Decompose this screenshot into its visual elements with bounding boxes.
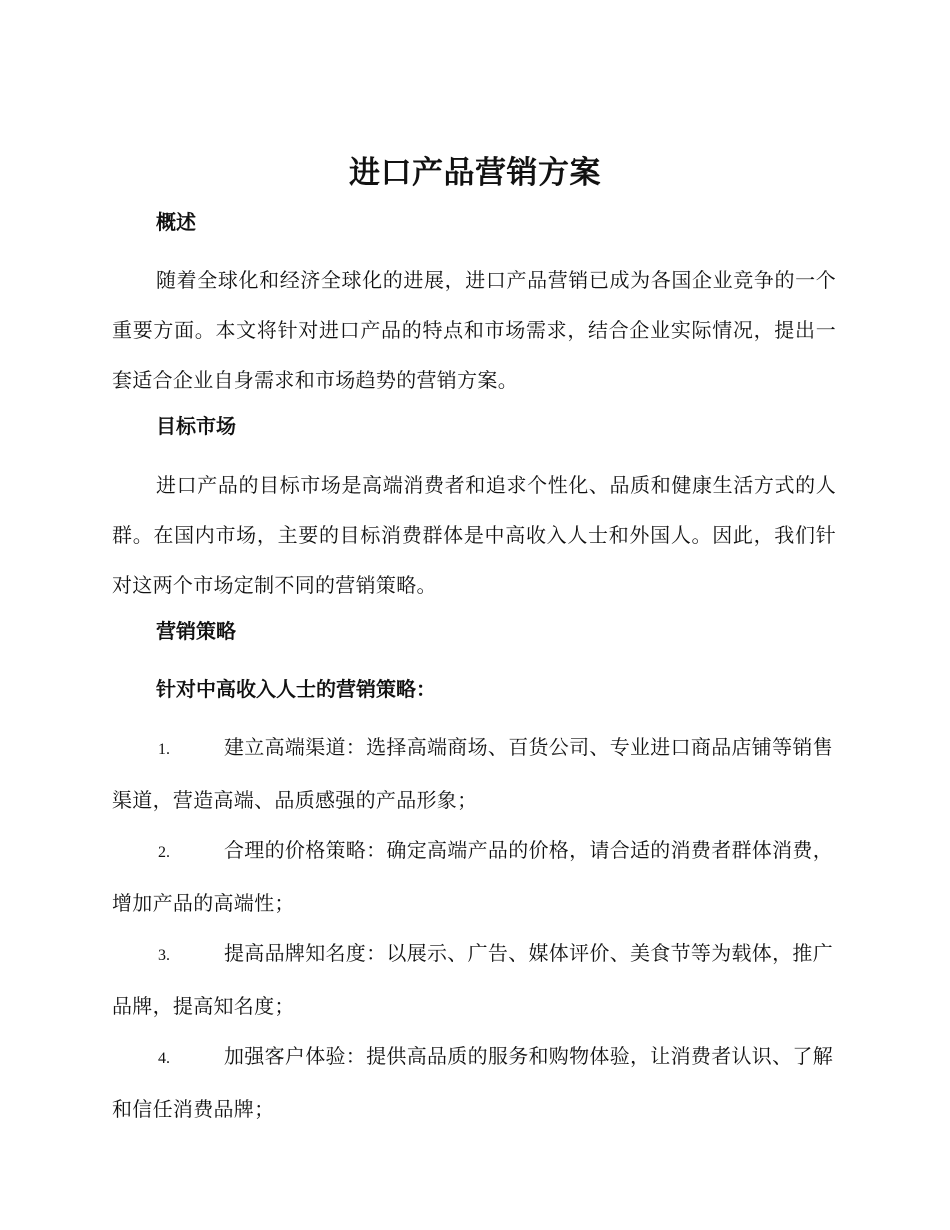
list-item-text: 合理的价格策略：确定高端产品的价格，请合适的消费者群体消费，增加产品的高端性； <box>112 838 833 915</box>
list-item-number: 3. <box>158 947 170 964</box>
list-item <box>112 1031 836 1134</box>
strategy-subheading: 针对中高收入人士的营销策略： <box>156 677 436 701</box>
list-item-number: 4. <box>158 1050 170 1067</box>
section-heading-target-market: 目标市场 <box>156 414 236 438</box>
list-item <box>112 825 836 928</box>
section-heading-strategy: 营销策略 <box>156 619 236 643</box>
overview-paragraph: 随着全球化和经济全球化的进展，进口产品营销已成为各国企业竞争的一个重要方面。本文将针对进口产品的特点和市场需求，结合企业实际情况，提出一套适合企业自身需求和市场趋势的营销方案。 <box>112 268 836 392</box>
list-item-text: 加强客户体验：提供高品质的服务和购物体验，让消费者认识、了解和信任消费品牌； <box>112 1044 833 1121</box>
list-item <box>112 928 836 1031</box>
section-heading-overview: 概述 <box>156 210 196 234</box>
list-item-number: 1. <box>158 741 170 758</box>
document-title: 进口产品营销方案 <box>349 155 601 191</box>
list-item-number: 2. <box>158 844 170 861</box>
list-item <box>112 722 836 825</box>
list-item-text: 建立高端渠道：选择高端商场、百货公司、专业进口商品店铺等销售渠道，营造高端、品质感强的产品形象； <box>112 735 833 812</box>
target-market-paragraph: 进口产品的目标市场是高端消费者和追求个性化、品质和健康生活方式的人群。在国内市场，主要的目标消费群体是中高收入人士和外国人。因此，我们针对这两个市场定制不同的营销策略。 <box>112 473 836 597</box>
list-item-text: 提高品牌知名度：以展示、广告、媒体评价、美食节等为载体，推广品牌，提高知名度； <box>112 941 833 1018</box>
